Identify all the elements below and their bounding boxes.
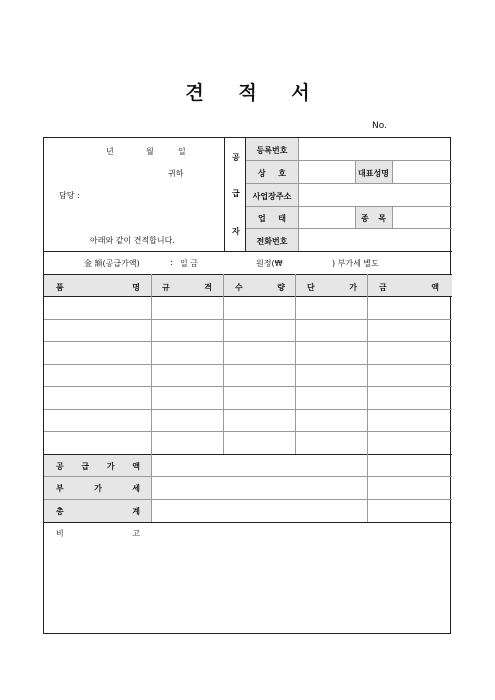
business-type-label: 업 태 [258,214,286,223]
document-title: 견 적 서 [185,82,324,104]
header-item-name: 품 명 [56,283,140,292]
supplier-side-label-1: 공 [232,153,240,162]
supply-value-label: 공 급 가 액 [56,462,140,471]
business-item-label: 종 목 [361,214,386,223]
amount-colon: : [170,258,173,267]
table-row [44,386,452,387]
phone-number-label: 전화번호 [256,237,288,246]
table-row [44,364,452,365]
amount-label: 金 額(공급가액) [84,259,140,268]
header-quantity: 수 량 [235,283,285,292]
table-row [44,319,452,320]
vat-label: 부 가 세 [56,484,140,493]
amount-words-prefix: 일 금 [180,259,198,268]
header-unit-price: 단 가 [307,283,357,292]
date-year-label: 년 [106,147,114,156]
person-in-charge-label: 담당 : [59,191,80,200]
registration-number-label: 등록번호 [256,146,288,155]
ceo-name-label: 대표성명 [358,169,389,178]
date-day-label: 일 [178,147,186,156]
supplier-side-label-3: 자 [232,227,240,236]
table-row [44,431,452,432]
amount-currency-text: 원정(₩ [256,259,283,268]
quotation-intro-text: 아래와 같이 견적합니다. [90,236,175,245]
company-name-label: 상 호 [258,169,286,178]
supplier-side-label-2: 급 [232,189,240,198]
business-address-label: 사업장주소 [252,192,292,201]
vat-excluded-text: ) 부가세 별도 [332,259,379,268]
table-row [44,341,452,342]
header-amount: 금 액 [379,283,439,292]
remarks-label: 비 고 [56,529,140,538]
grand-total-label: 총 계 [56,507,140,516]
date-month-label: 월 [146,147,154,156]
table-row [44,409,452,410]
header-specification: 규 격 [162,283,212,292]
document-number-label: No. [372,121,387,131]
quotation-sheet [43,137,451,634]
recipient-honorific: 귀하 [168,169,184,178]
